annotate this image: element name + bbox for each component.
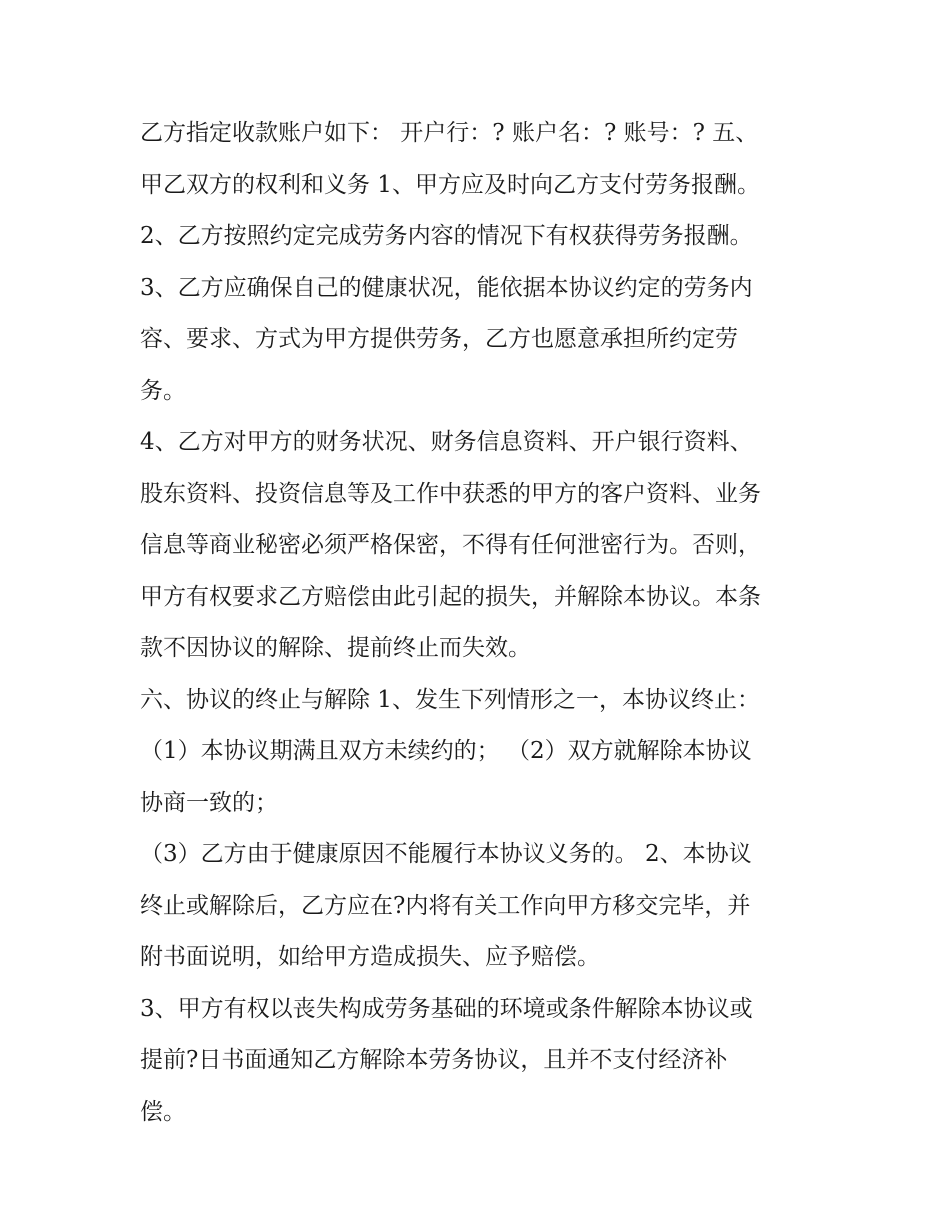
text-line: 务。: [140, 377, 186, 404]
text-line: 甲乙双方的权利和义务 1、甲方应及时向乙方支付劳务报酬。: [140, 171, 760, 198]
text-line: 3、乙方应确保自己的健康状况，能依据本协议约定的劳务内: [140, 274, 753, 301]
text-line: 终止或解除后，乙方应在?内将有关工作向甲方移交完毕，并: [140, 892, 751, 919]
text-line: （1）本协议期满且双方未续约的； （2）双方就解除本协议: [140, 738, 752, 764]
text-line: 附书面说明，如给甲方造成损失、应予赔偿。: [140, 944, 600, 970]
text-line: 提前?日书面通知乙方解除本劳务协议，且并不支付经济补: [140, 1047, 728, 1073]
text-line: 协商一致的；: [140, 789, 278, 816]
text-line: 2、乙方按照约定完成劳务内容的情况下有权获得劳务报酬。: [140, 223, 753, 249]
text-line: （3）乙方由于健康原因不能履行本协议义务的。 2、本协议: [140, 841, 752, 867]
text-line: 容、要求、方式为甲方提供劳务，乙方也愿意承担所约定劳: [140, 326, 738, 352]
document-body: [140, 108, 830, 1138]
text-line: 4、乙方对甲方的财务状况、财务信息资料、开户银行资料、: [140, 429, 753, 455]
text-line: 款不因协议的解除、提前终止而失效。: [140, 635, 531, 661]
text-line: 六、协议的终止与解除 1、发生下列情形之一，本协议终止：: [140, 686, 760, 713]
text-line: 股东资料、投资信息等及工作中获悉的甲方的客户资料、业务: [140, 480, 761, 507]
text-line: 乙方指定收款账户如下： 开户行：? 账户名：? 账号：? 五、: [140, 120, 759, 146]
text-line: 甲方有权要求乙方赔偿由此引起的损失，并解除本协议。本条: [140, 583, 761, 610]
text-line: 偿。: [140, 1098, 186, 1125]
text-line: 信息等商业秘密必须严格保密，不得有任何泄密行为。否则，: [140, 532, 761, 558]
text-line: 3、甲方有权以丧失构成劳务基础的环境或条件解除本协议或: [140, 995, 753, 1022]
